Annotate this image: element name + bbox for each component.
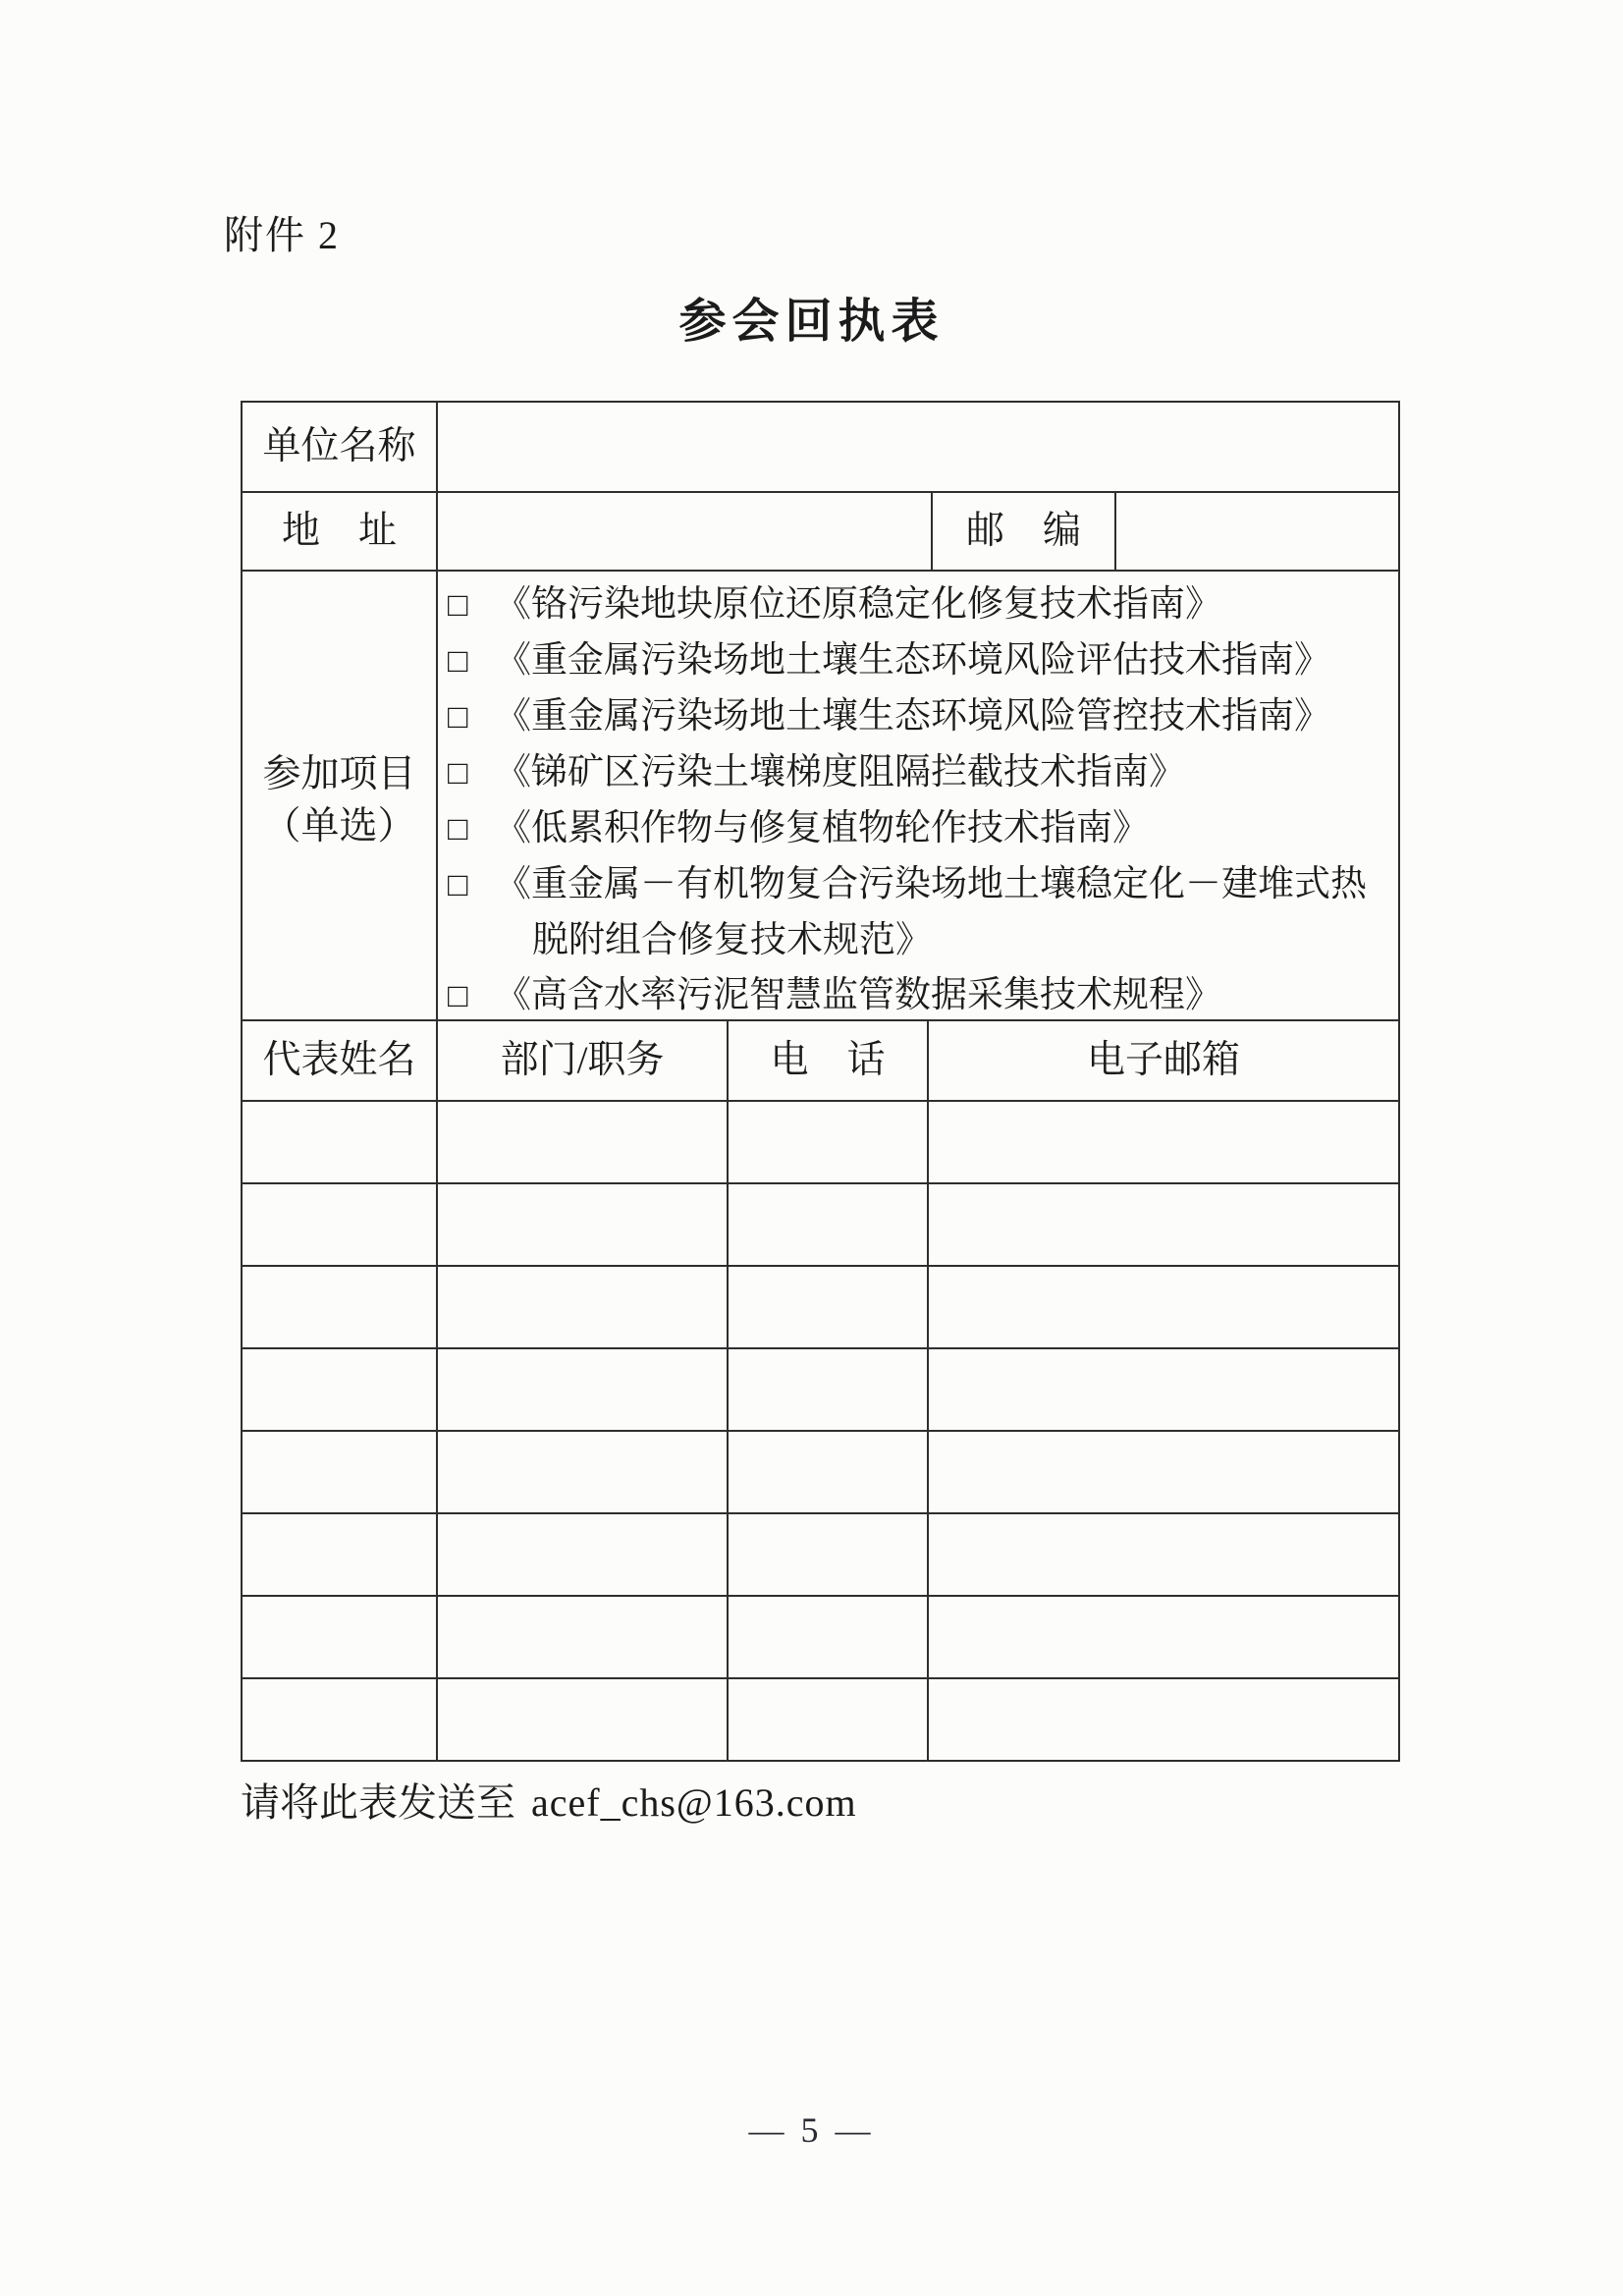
email-cell <box>927 1102 1398 1182</box>
page-title: 参会回执表 <box>678 296 945 348</box>
contact-email: acef_chs@163.com <box>531 1780 857 1825</box>
name-cell <box>243 1184 436 1265</box>
unit-name-value-cell <box>436 403 1398 491</box>
header-department-position: 部门/职务 <box>436 1021 727 1100</box>
email-cell <box>927 1349 1398 1430</box>
option-text: 《锑矿区污染土壤梯度阻隔拦截技术指南》 <box>495 752 1185 793</box>
table-row <box>243 1677 1398 1760</box>
table-row-address <box>243 491 1398 570</box>
postcode-label: 邮 编 <box>931 493 1114 570</box>
name-cell <box>243 1349 436 1430</box>
project-option-2 <box>448 633 1330 689</box>
table-row <box>243 1430 1398 1512</box>
option-text: 《低累积作物与修复植物轮作技术指南》 <box>495 808 1149 848</box>
department-cell <box>436 1102 727 1182</box>
department-cell <box>436 1679 727 1760</box>
table-row <box>243 1265 1398 1347</box>
option-text: 《重金属污染场地土壤生态环境风险评估技术指南》 <box>495 640 1330 681</box>
table-row <box>243 1182 1398 1265</box>
send-to-note <box>241 1772 857 1828</box>
name-cell <box>243 1267 436 1347</box>
reply-form-table <box>241 401 1400 1762</box>
table-row <box>243 1512 1398 1595</box>
email-cell <box>927 1432 1398 1512</box>
header-phone: 电 话 <box>727 1021 927 1100</box>
page-number: — 5 — <box>748 2110 875 2150</box>
email-cell <box>927 1184 1398 1265</box>
checkbox-icon: □ <box>448 811 468 847</box>
header-email: 电子邮箱 <box>927 1021 1398 1100</box>
project-option-5 <box>448 801 1149 857</box>
phone-cell <box>727 1267 927 1347</box>
option-text: 《高含水率污泥智慧监管数据采集技术规程》 <box>495 975 1221 1015</box>
project-label-line2: （单选） <box>262 804 416 847</box>
email-cell <box>927 1679 1398 1760</box>
phone-cell <box>727 1432 927 1512</box>
department-cell <box>436 1432 727 1512</box>
unit-name-label: 单位名称 <box>262 424 416 467</box>
option-text: 《重金属－有机物复合污染场地土壤稳定化－建堆式热 <box>495 864 1367 904</box>
address-label: 地 址 <box>281 509 397 552</box>
table-row-unit-name <box>243 403 1398 491</box>
table-row <box>243 1347 1398 1430</box>
project-options-cell <box>436 572 1398 1030</box>
checkbox-icon: □ <box>448 699 468 736</box>
department-cell <box>436 1514 727 1595</box>
phone-cell <box>727 1349 927 1430</box>
table-row-project <box>243 570 1398 1019</box>
project-option-1 <box>448 577 1221 633</box>
project-label <box>243 572 436 1030</box>
phone-cell <box>727 1184 927 1265</box>
checkbox-icon: □ <box>448 587 468 624</box>
department-cell <box>436 1267 727 1347</box>
department-cell <box>436 1597 727 1677</box>
attachment-label: 附件 2 <box>224 213 340 257</box>
send-to-text: 请将此表发送至 <box>241 1780 515 1825</box>
checkbox-icon: □ <box>448 867 468 903</box>
checkbox-icon: □ <box>448 643 468 680</box>
email-cell <box>927 1597 1398 1677</box>
project-option-4 <box>448 745 1185 801</box>
header-representative-name: 代表姓名 <box>262 1038 416 1081</box>
project-option-7 <box>448 968 1221 1024</box>
postcode-value-cell <box>1114 493 1398 570</box>
project-label-line1: 参加项目 <box>262 752 416 795</box>
option-text: 《铬污染地块原位还原稳定化修复技术指南》 <box>495 584 1221 625</box>
name-cell <box>243 1102 436 1182</box>
name-cell <box>243 1432 436 1512</box>
address-value-cell <box>436 493 931 570</box>
table-row <box>243 1100 1398 1182</box>
option-text-line2: 脱附组合修复技术规范》 <box>532 920 932 960</box>
table-header-row <box>243 1019 1398 1100</box>
department-cell <box>436 1349 727 1430</box>
project-option-6 <box>448 857 1367 968</box>
phone-cell <box>727 1597 927 1677</box>
phone-cell <box>727 1679 927 1760</box>
name-cell <box>243 1514 436 1595</box>
phone-cell <box>727 1102 927 1182</box>
option-text: 《重金属污染场地土壤生态环境风险管控技术指南》 <box>495 696 1330 737</box>
email-cell <box>927 1267 1398 1347</box>
department-cell <box>436 1184 727 1265</box>
name-cell <box>243 1597 436 1677</box>
project-option-3 <box>448 689 1330 745</box>
checkbox-icon: □ <box>448 978 468 1014</box>
email-cell <box>927 1514 1398 1595</box>
table-row <box>243 1595 1398 1677</box>
name-cell <box>243 1679 436 1760</box>
phone-cell <box>727 1514 927 1595</box>
checkbox-icon: □ <box>448 755 468 792</box>
